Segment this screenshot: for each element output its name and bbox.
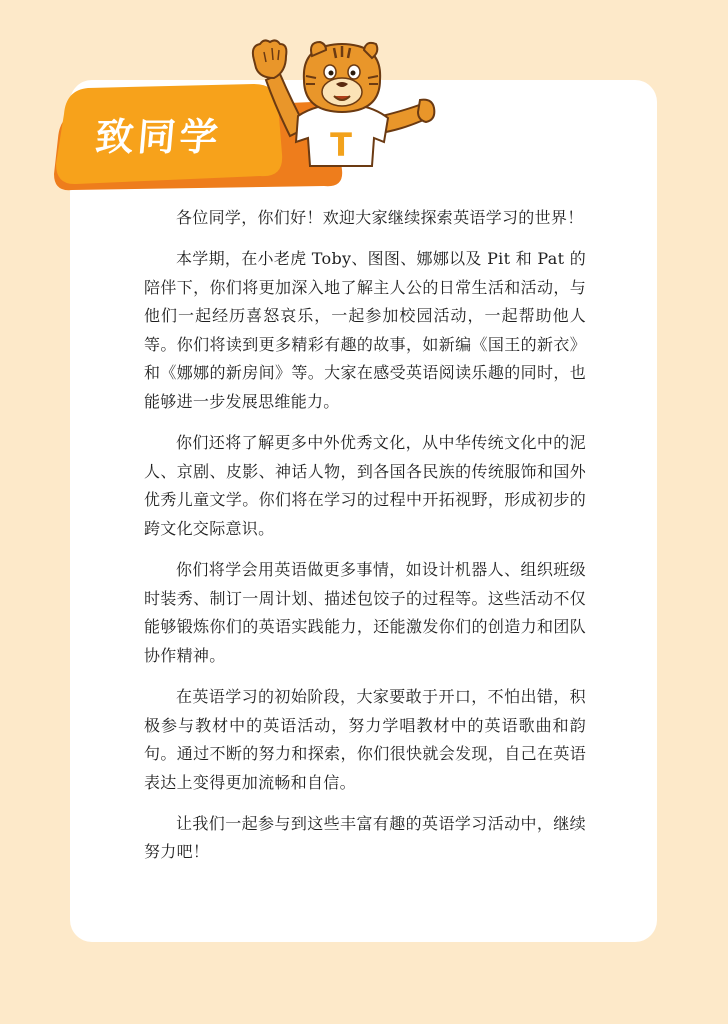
paragraph-greeting: 各位同学，你们好！欢迎大家继续探索英语学习的世界！ — [176, 208, 584, 227]
paragraph-encouragement: 在英语学习的初始阶段，大家要敢于开口，不怕出错，积极参与教材中的英语活动，努力学唱教材中的英语歌曲和韵句。通过不断的努力和探索，你们很快就会发现，自己在英语表达上变得更加流畅和自信。 — [144, 686, 586, 792]
shirt-letter-icon: T — [330, 126, 352, 164]
tiger-mascot-icon — [246, 38, 436, 168]
page-title: 致同学 — [93, 115, 224, 159]
paragraph-semester: 本学期，在小老虎 Toby、图图、娜娜以及 Pit 和 Pat 的陪伴下，你们将更加深入地了解主人公的日常生活和活动，与他们一起经历喜怒哀乐，一起参加校园活动，一起帮助他人等。你们将读到更多精彩有趣的故事，如新编《国王的新衣》和《娜娜的新房间》等。大家在感受英语阅读乐趣的同时，也能够进一步发展思维能力。 — [144, 249, 587, 412]
paragraph-culture: 你们还将了解更多中外优秀文化，从中华传统文化中的泥人、京剧、皮影、神话人物，到各国各民族的传统服饰和国外优秀儿童文学。你们将在学习的过程中开拓视野，形成初步的跨文化交际意识。 — [144, 433, 586, 538]
paragraph-activities: 你们将学会用英语做更多事情，如设计机器人、组织班级时装秀、制订一周计划、描述包饺子的过程等。这些活动不仅能够锻炼你们的英语实践能力，还能激发你们的创造力和团队协作精神。 — [144, 560, 586, 665]
paragraph-closing: 让我们一起参与到这些丰富有趣的英语学习活动中，继续努力吧！ — [144, 813, 586, 862]
letter-body — [144, 204, 586, 879]
